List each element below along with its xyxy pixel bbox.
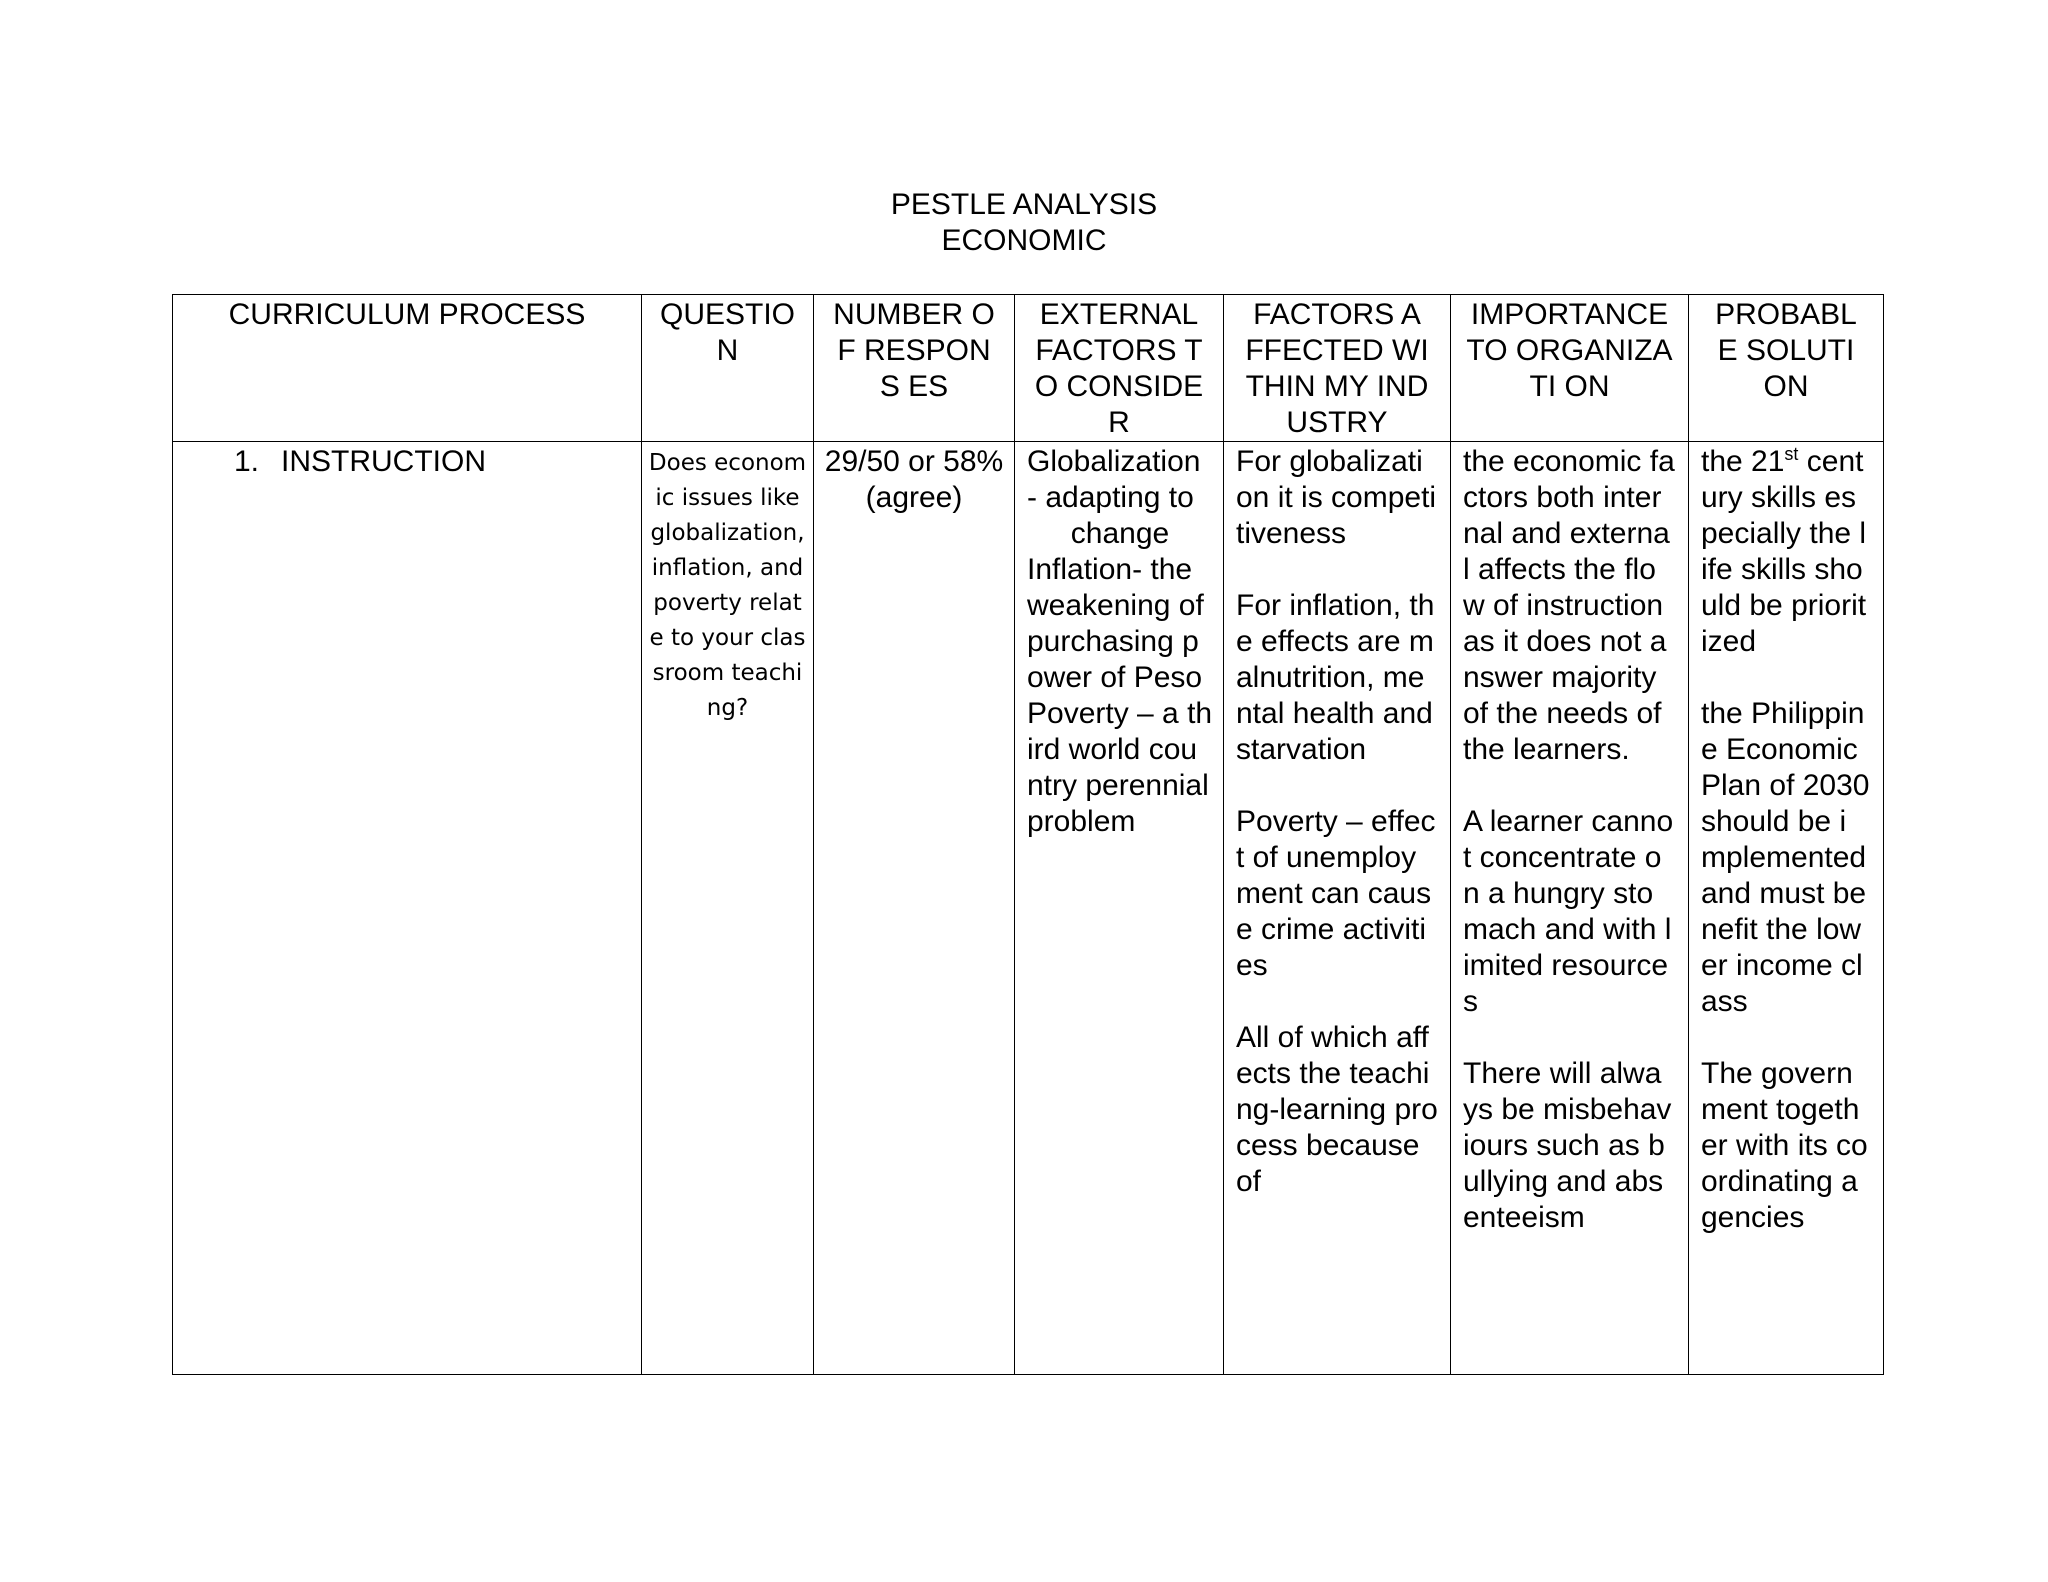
cell-curriculum-process <box>173 442 642 1375</box>
external-factors-text <box>1015 442 1223 840</box>
title-line-pestle: PESTLE ANALYSIS <box>890 188 1158 221</box>
header-curriculum-process: CURRICULUM PROCESS <box>173 295 642 442</box>
cell-question <box>642 442 814 1375</box>
header-probable-solution: PROBABLE SOLUTION <box>1689 295 1884 442</box>
external-factors-line2: change <box>1070 517 1170 550</box>
header-importance: IMPORTANCE TO ORGANIZATI ON <box>1451 295 1689 442</box>
cell-factors-affected <box>1224 442 1451 1375</box>
solution-rest: century skills especially the life skills should be prioritized the Philippine Economic Plan of 2030 should be implemented and must benefit the lower income class The government together with its coordinating agencies <box>1701 445 1870 1234</box>
external-factors-line1: Globalization - adapting to <box>1027 445 1201 514</box>
cell-importance <box>1451 442 1689 1375</box>
header-question: QUESTIO N <box>642 295 814 442</box>
question-text: Does economic issues like globalization, inflation, and poverty relate to your classroom teaching? <box>648 450 807 721</box>
pestle-table <box>172 294 1884 1375</box>
solution-prefix: the 21 <box>1701 445 1785 478</box>
solution-superscript: st <box>1784 444 1799 464</box>
importance-text: the economic factors both internal and external affects the flow of instruction as it does not answer majority of the needs of the learners. A learner cannot concentrate on a hungry stomach and with limited resources There will always be misbehaviours such as bullying and absenteeism <box>1463 445 1675 1234</box>
cell-number-of-responses <box>814 442 1015 1375</box>
header-external-factors: EXTERNAL FACTORS TO CONSIDER <box>1015 295 1224 442</box>
document-title <box>0 187 2048 259</box>
process-number: 1. <box>234 445 260 478</box>
header-number-of-responses: NUMBER OF RESPONS ES <box>814 295 1015 442</box>
external-factors-rest: Inflation- the weakening of purchasing power of Peso Poverty – a third world country perennial problem <box>1027 553 1213 838</box>
process-label: INSTRUCTION <box>281 445 486 478</box>
title-line-economic: ECONOMIC <box>941 224 1107 257</box>
table-row <box>173 442 1884 1375</box>
probable-solution-text <box>1689 442 1883 1236</box>
table-header-row <box>173 295 1884 442</box>
cell-external-factors <box>1015 442 1224 1375</box>
header-factors-affected: FACTORS AFFECTED WITHIN MY INDUSTRY <box>1224 295 1451 442</box>
factors-affected-text: For globalization it is competitiveness For inflation, the effects are malnutrition, mental health and starvation Poverty – effect of unemployment can cause crime activities All of which affects the teaching-learning process because of <box>1236 445 1438 1198</box>
responses-text: 29/50 or 58% (agree) <box>824 445 1004 514</box>
cell-probable-solution <box>1689 442 1884 1375</box>
